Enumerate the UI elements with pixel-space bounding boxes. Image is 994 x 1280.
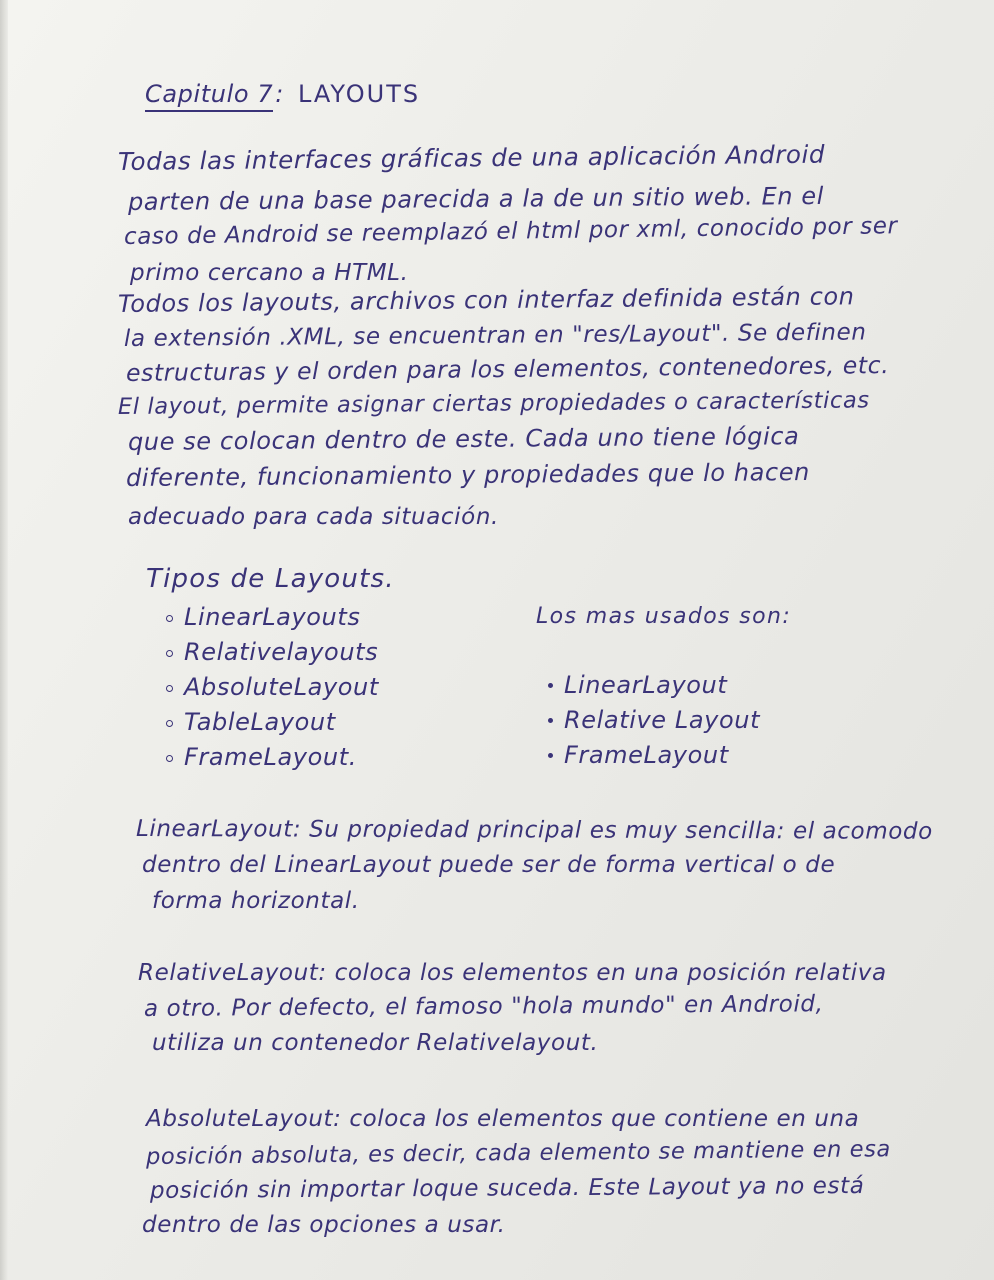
chapter-title (145, 82, 420, 106)
intro-line: Todos los layouts, archivos con interfaz definida están con (117, 282, 855, 318)
list-item: AbsoluteLayout (166, 670, 379, 705)
intro-line: diferente, funcionamiento y propiedades que lo hacen (125, 458, 811, 492)
absolute-layout-line: dentro de las opciones a usar. (142, 1212, 506, 1238)
list-item: FrameLayout (546, 738, 760, 773)
list-item: LinearLayout (546, 668, 760, 703)
intro-line: que se colocan dentro de este. Cada uno tiene lógica (127, 422, 800, 456)
most-used-heading: Los mas usados son: (536, 604, 792, 629)
intro-line: la extensión .XML, se encuentran en "res/Layout". Se definen (123, 319, 867, 352)
linear-layout-line: forma horizontal. (152, 888, 360, 914)
list-item: TableLayout (166, 705, 379, 740)
most-used-list (546, 668, 760, 773)
relative-layout-line: a otro. Por defecto, el famoso "hola mundo" en Android, (143, 991, 824, 1022)
absolute-layout-line: posición absoluta, es decir, cada elemento se mantiene en esa (145, 1136, 891, 1170)
chapter-topic: LAYOUTS (297, 80, 421, 108)
page-edge-shadow (0, 0, 8, 1280)
types-list (166, 600, 379, 775)
bullet-icon (548, 683, 553, 688)
chapter-number: Capitulo 7 (145, 80, 273, 112)
list-item: FrameLayout. (166, 740, 379, 775)
intro-line: parten de una base parecida a la de un sitio web. En el (127, 181, 825, 216)
intro-line: Todas las interfaces gráficas de una aplicación Android (117, 139, 826, 176)
bullet-icon (166, 685, 173, 692)
list-item: LinearLayouts (166, 600, 379, 635)
bullet-icon (548, 718, 553, 723)
intro-line: adecuado para cada situación. (128, 504, 499, 530)
bullet-icon (166, 650, 173, 657)
relative-layout-line: RelativeLayout: coloca los elementos en una posición relativa (138, 960, 887, 986)
linear-layout-line: dentro del LinearLayout puede ser de forma vertical o de (142, 852, 836, 878)
absolute-layout-line: posición sin importar loque suceda. Este Layout ya no está (149, 1173, 865, 1204)
list-item: Relativelayouts (166, 635, 379, 670)
intro-line: El layout, permite asignar ciertas propiedades o características (117, 387, 870, 420)
relative-layout-line: utiliza un contenedor Relativelayout. (152, 1030, 599, 1056)
bullet-icon (166, 720, 173, 727)
types-heading: Tipos de Layouts. (146, 564, 395, 594)
list-item: Relative Layout (546, 703, 760, 738)
bullet-icon (166, 615, 173, 622)
bullet-icon (548, 753, 553, 758)
intro-line: estructuras y el orden para los elementos, contenedores, etc. (125, 351, 890, 387)
intro-line: primo cercano a HTML. (130, 260, 409, 286)
intro-line: caso de Android se reemplazó el html por xml, conocido por ser (123, 213, 898, 250)
absolute-layout-line: AbsoluteLayout: coloca los elementos que contiene en una (146, 1106, 860, 1132)
linear-layout-line: LinearLayout: Su propiedad principal es muy sencilla: el acomodo (135, 816, 933, 845)
title-separator: : (275, 80, 284, 108)
bullet-icon (166, 755, 173, 762)
